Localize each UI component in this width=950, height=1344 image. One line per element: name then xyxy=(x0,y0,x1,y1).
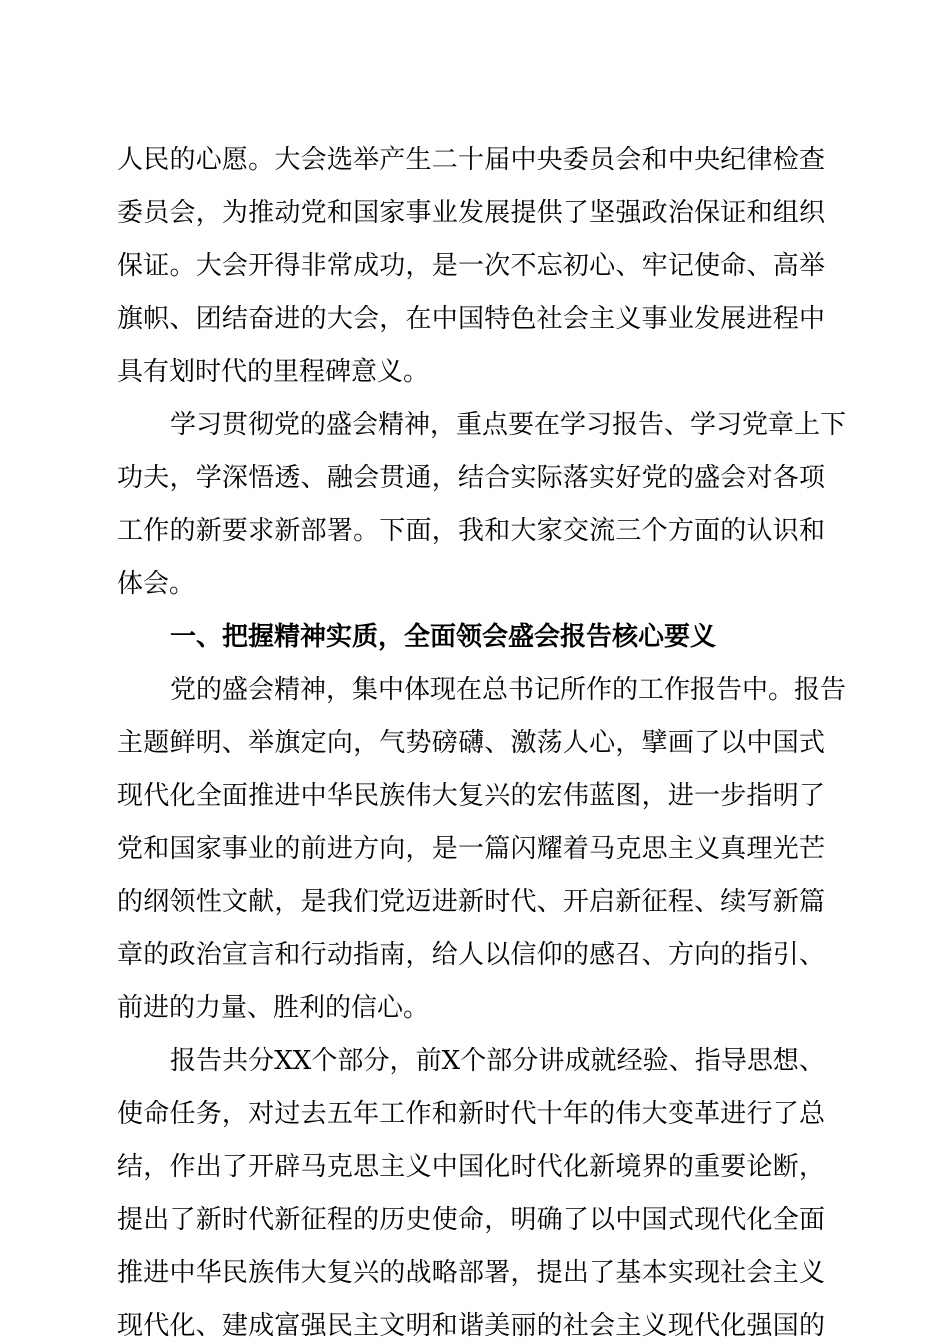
text-line: 党和国家事业的前进方向，是一篇闪耀着马克思主义真理光芒 xyxy=(117,834,825,864)
section-heading: 一、把握精神实质，全面领会盛会报告核心要义 xyxy=(170,622,717,652)
text-line: 委员会，为推动党和国家事业发展提供了坚强政治保证和组织 xyxy=(117,198,825,228)
text-line: 具有划时代的里程碑意义。 xyxy=(117,357,430,387)
text-line: 体会。 xyxy=(117,569,196,599)
text-line: 功夫，学深悟透、融会贯通，结合实际落实好党的盛会对各项 xyxy=(117,463,825,493)
text-line: 推进中华民族伟大复兴的战略部署，提出了基本实现社会主义 xyxy=(117,1258,825,1288)
text-line: 提出了新时代新征程的历史使命，明确了以中国式现代化全面 xyxy=(117,1205,825,1235)
text-line: 的纲领性文献，是我们党迈进新时代、开启新征程、续写新篇 xyxy=(117,887,825,917)
text-line: 现代化全面推进中华民族伟大复兴的宏伟蓝图，进一步指明了 xyxy=(117,781,825,811)
text-line: 章的政治宣言和行动指南，给人以信仰的感召、方向的指引、 xyxy=(117,940,825,970)
paragraph-first-line: 党的盛会精神，集中体现在总书记所作的工作报告中。报告 xyxy=(170,675,847,705)
text-line: 旗帜、团结奋进的大会，在中国特色社会主义事业发展进程中 xyxy=(117,304,825,334)
text-line: 工作的新要求新部署。下面，我和大家交流三个方面的认识和 xyxy=(117,516,825,546)
text-line: 现代化、建成富强民主文明和谐美丽的社会主义现代化强国的 xyxy=(117,1311,825,1341)
text-line: 前进的力量、胜利的信心。 xyxy=(117,993,430,1023)
text-line: 保证。大会开得非常成功，是一次不忘初心、牢记使命、高举 xyxy=(117,251,825,281)
text-line: 主题鲜明、举旗定向，气势磅礴、激荡人心，擘画了以中国式 xyxy=(117,728,825,758)
text-line: 使命任务，对过去五年工作和新时代十年的伟大变革进行了总 xyxy=(117,1099,825,1129)
text-line: 结，作出了开辟马克思主义中国化时代化新境界的重要论断， xyxy=(117,1152,825,1182)
paragraph-first-line: 报告共分XX个部分，前X个部分讲成就经验、指导思想、 xyxy=(170,1046,825,1076)
paragraph-first-line: 学习贯彻党的盛会精神，重点要在学习报告、学习党章上下 xyxy=(170,410,847,440)
text-line: 人民的心愿。大会选举产生二十届中央委员会和中央纪律检查 xyxy=(117,145,825,175)
